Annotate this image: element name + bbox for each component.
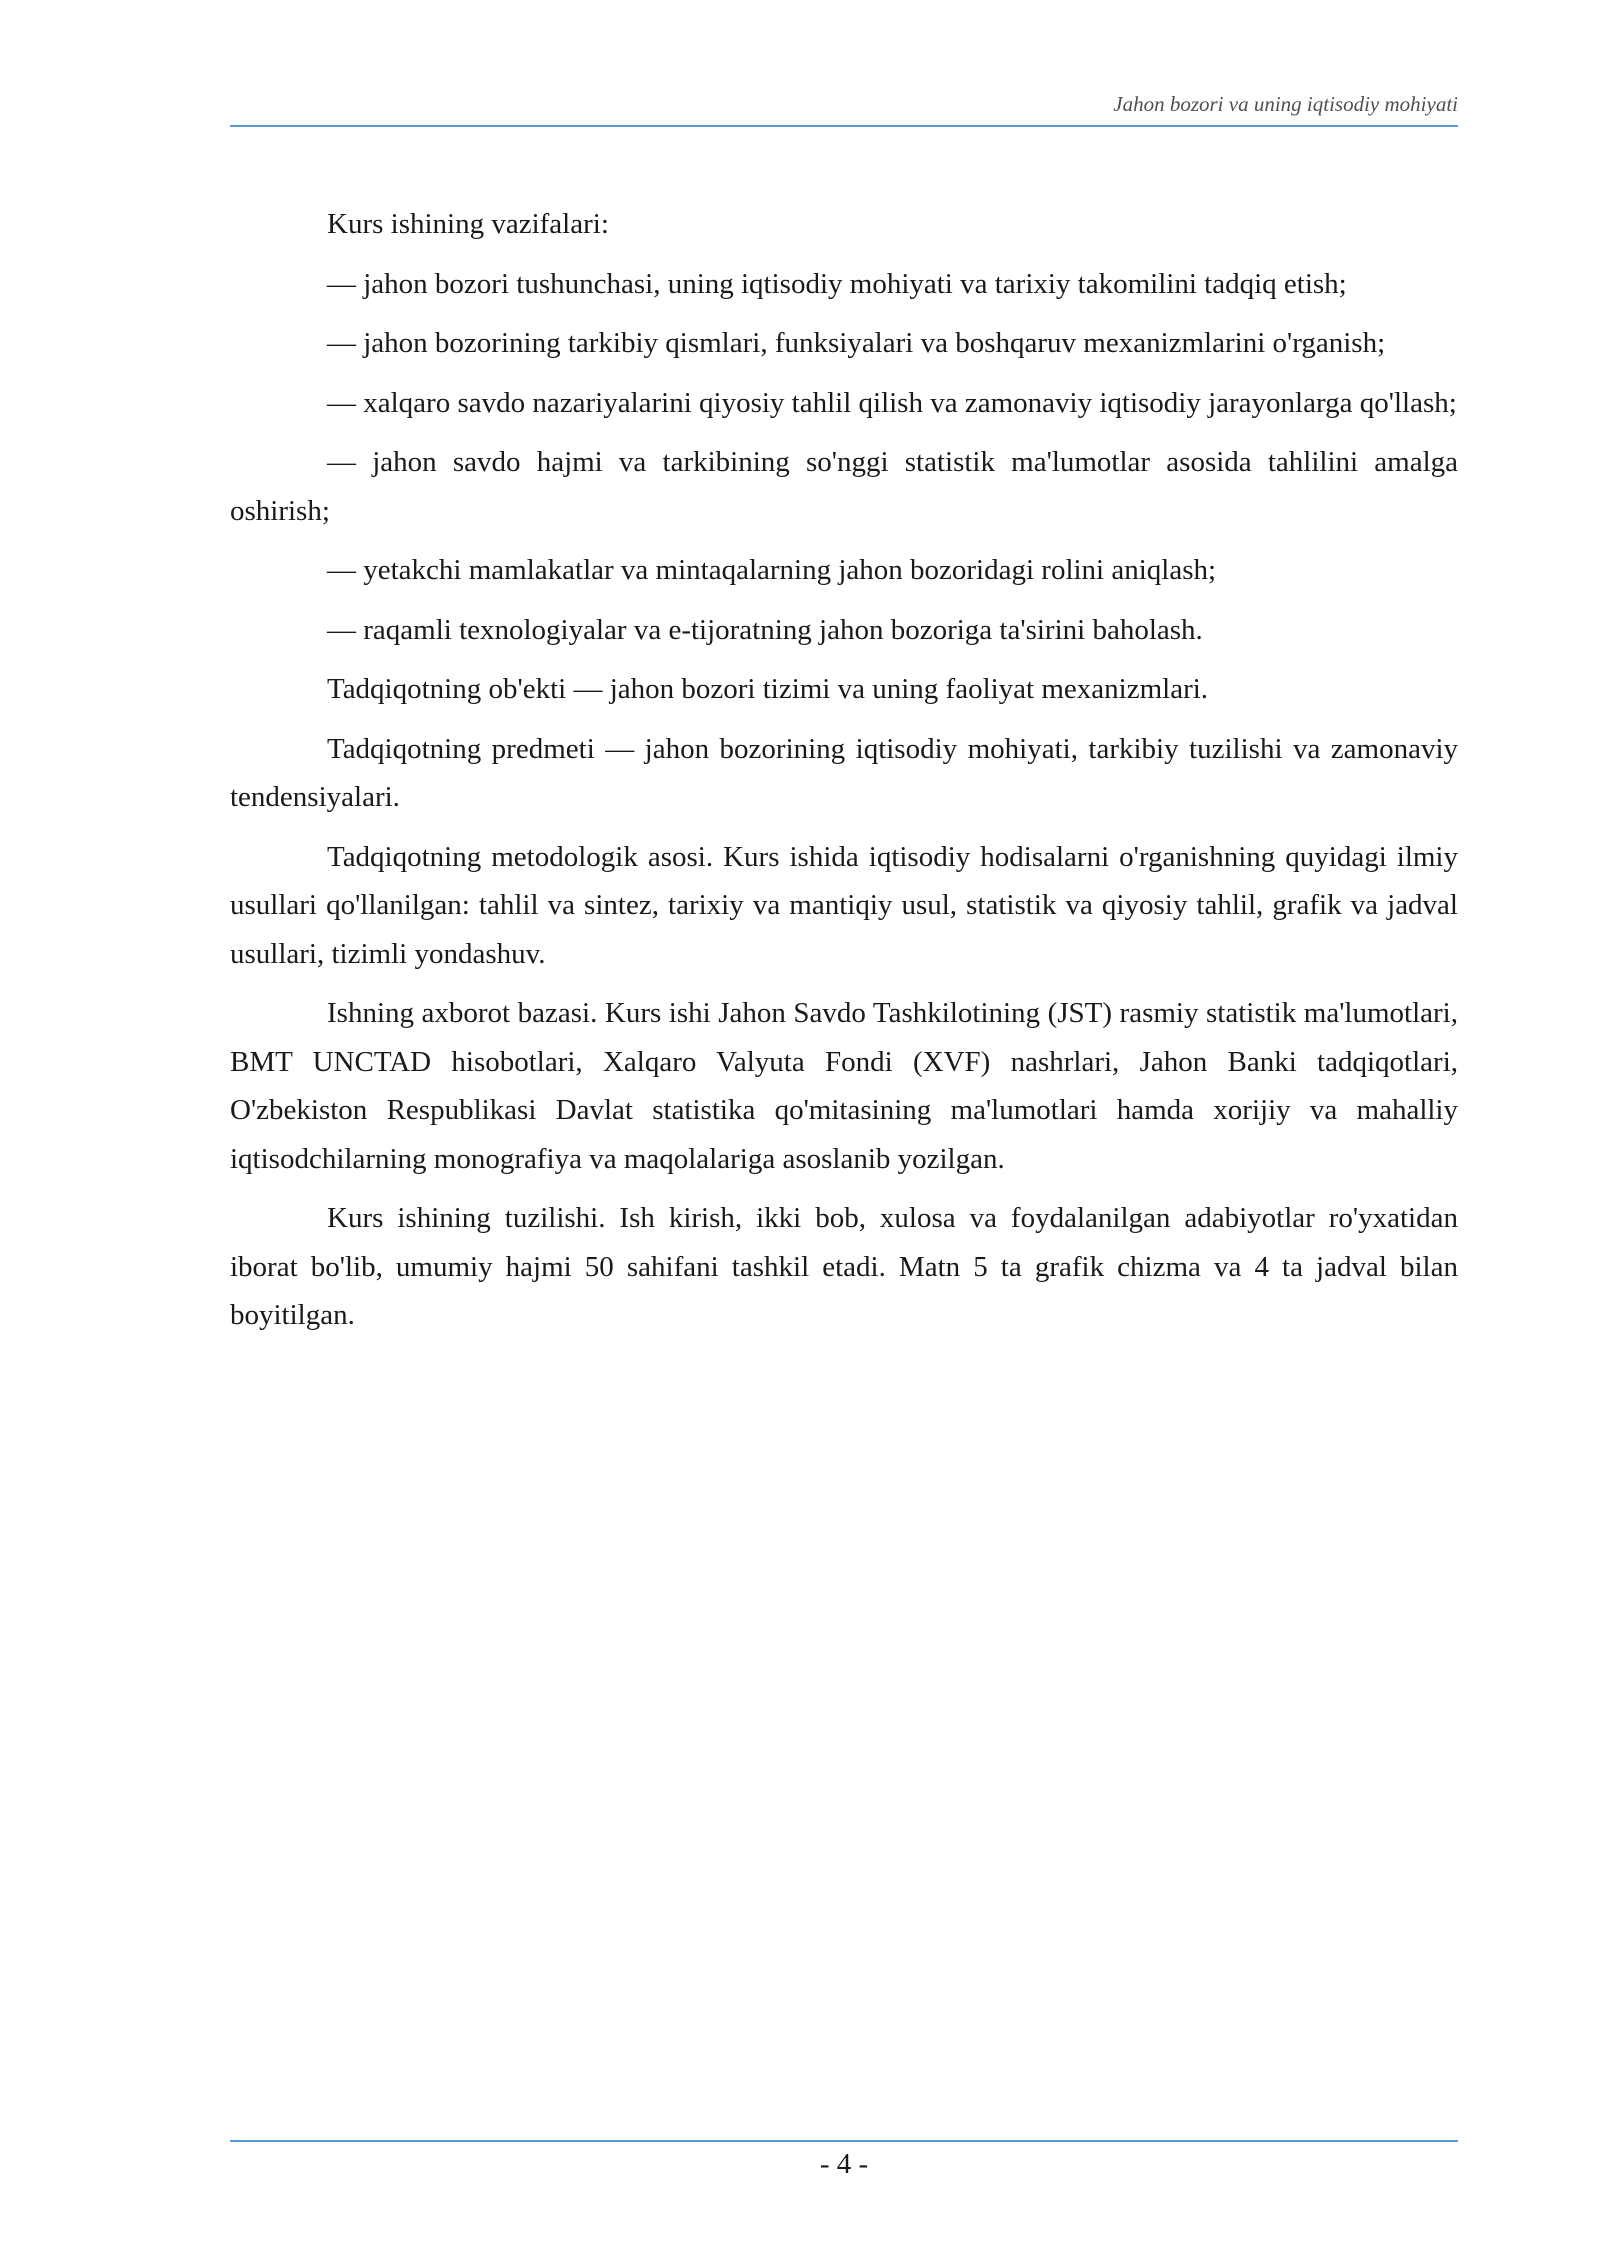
paragraph-task-4: — jahon savdo hajmi va tarkibining so'nggi statistik ma'lumotlar asosida tahlilini amalga oshirish;: [230, 446, 1458, 527]
paragraph-task-2: — jahon bozorining tarkibiy qismlari, funksiyalari va boshqaruv mexanizmlarini o'rganish;: [327, 327, 1386, 359]
paragraph-task-3: — xalqaro savdo nazariyalarini qiyosiy tahlil qilish va zamonaviy iqtisodiy jarayonlarga qo'llash;: [327, 386, 1457, 419]
header-divider: [230, 125, 1458, 127]
paragraph-task-6: — raqamli texnologiyalar va e-tijoratning jahon bozoriga ta'sirini baholash.: [327, 613, 1203, 646]
paragraph-information-base: Ishning axborot bazasi. Kurs ishi Jahon Savdo Tashkilotining (JST) rasmiy statistik ma'lumotlari, BMT UNCTAD hisobotlari, Xalqaro Valyuta Fondi (XVF) nashrlari, Jahon Banki tadqiqotlari, O'zbekiston Respublikasi Davlat statistika qo'mitasining ma'lumotlari hamda xorijiy va mahalliy iqtisodchilarning monografiya va maqolalariga asoslanib yozilgan.: [230, 997, 1458, 1175]
paragraph-methodology: Tadqiqotning metodologik asosi. Kurs ishida iqtisodiy hodisalarni o'rganishning quyidagi ilmiy usullari qo'llanilgan: tahlil va sintez, tarixiy va mantiqiy usul, statistik va qiyosiy tahlil, grafik va jadval usullari, tizimli yondashuv.: [230, 840, 1458, 970]
page-number: - 4 -: [819, 2148, 869, 2180]
paragraph-research-subject: Tadqiqotning predmeti — jahon bozorining iqtisodiy mohiyati, tarkibiy tuzilishi va zamonaviy tendensiyalari.: [230, 732, 1458, 813]
document-body: [230, 200, 1458, 1351]
paragraph-tasks-heading: Kurs ishining vazifalari:: [327, 208, 609, 240]
paragraph-task-1: — jahon bozori tushunchasi, uning iqtisodiy mohiyati va tarixiy takomilini tadqiq etish;: [327, 267, 1347, 300]
footer-divider: [230, 2140, 1458, 2142]
paragraph-structure: Kurs ishining tuzilishi. Ish kirish, ikki bob, xulosa va foydalanilgan adabiyotlar ro'yxatidan iborat bo'lib, umumiy hajmi 50 sahifani tashkil etadi. Matn 5 ta grafik chizma va 4 ta jadval bilan boyitilgan.: [230, 1202, 1458, 1331]
paragraph-research-object: Tadqiqotning ob'ekti — jahon bozori tizimi va uning faoliyat mexanizmlari.: [327, 673, 1209, 705]
running-header-title: Jahon bozori va uning iqtisodiy mohiyati: [1113, 92, 1458, 116]
paragraph-task-5: — yetakchi mamlakatlar va mintaqalarning jahon bozoridagi rolini aniqlash;: [327, 554, 1217, 586]
